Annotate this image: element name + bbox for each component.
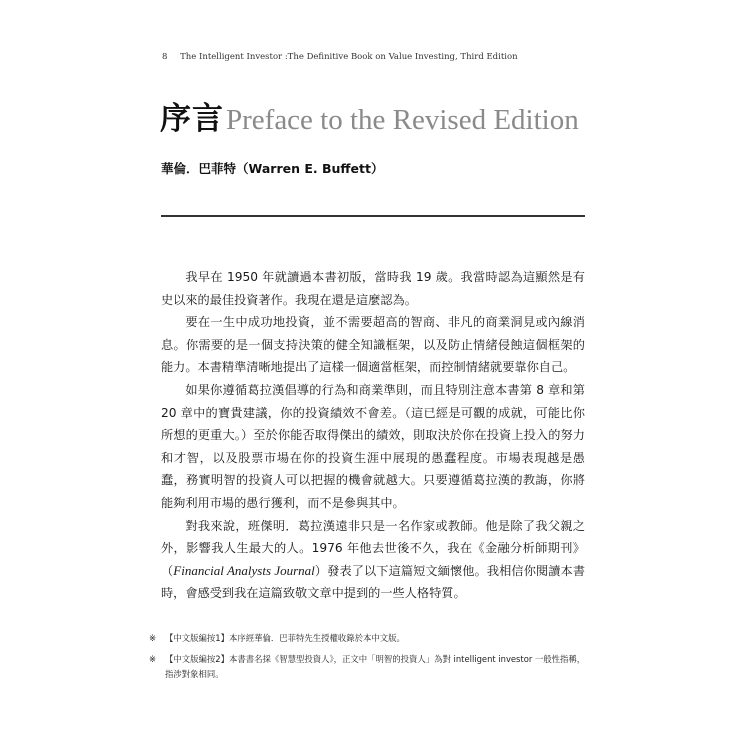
chapter-title: [160, 101, 579, 137]
body-text: [161, 266, 585, 605]
footnotes: [149, 631, 589, 688]
paragraph-4-start: 對我來說，班傑明．葛拉漢遠非只是一名作家或教師。他是除了我父親之外，影響我人生最大的人。1976 年他去世後不久，我在《金融分析師期刊》（: [161, 518, 585, 578]
footnote-text: 【中文版編按1】本序經華倫．巴菲特先生授權收錄於本中文版。: [165, 633, 405, 643]
section-divider: [161, 215, 585, 217]
footnote-1: [149, 631, 589, 646]
paragraph-4: [161, 515, 585, 605]
book-title-header: The Intelligent Investor :The Definitive Book on Value Investing, Third Edition: [180, 52, 518, 62]
page-number: 8: [162, 52, 168, 62]
paragraph-2: 要在一生中成功地投資，並不需要超高的智商、非凡的商業洞見或內線消息。你需要的是一個支持決策的健全知識框架，以及防止情緒侵蝕這個框架的能力。本書精準清晰地提出了這樣一個適當框架，而控制情緒就要靠你自己。: [161, 315, 585, 375]
footnote-2: [149, 652, 589, 682]
footnote-text: 【中文版編按2】本書書名採《智慧型投資人》，正文中「明智的投資人」為對 intelligent investor 一般性指稱，指涉對象相同。: [165, 654, 586, 679]
paragraph-4-end: ）發表了以下這篇短文緬懷他。我相信你閱讀本書時，會感受到我在這篇致敬文章中提到的一些人格特質。: [161, 563, 586, 601]
chapter-title-zh: 序言: [160, 101, 224, 137]
chapter-title-en: Preface to the Revised Edition: [226, 104, 579, 136]
paragraph-1: 我早在 1950 年就讀過本書初版，當時我 19 歲。我當時認為這顯然是有史以來的最佳投資著作。我現在還是這麼認為。: [161, 270, 585, 307]
journal-title: Financial Analysts Journal: [173, 562, 315, 578]
footnote-mark: ※: [149, 633, 157, 643]
paragraph-3: 如果你遵循葛拉漢倡導的行為和商業準則，而且特別注意本書第 8 章和第 20 章中的寶貴建議，你的投資績效不會差。（這已經是可觀的成就，可能比你所想的更重大。）至於你能否取得傑出的績效，則取決於你在投資上投入的努力和才智，以及股票市場在你的投資生涯中展現的愚蠢程度。市場表現越是愚蠢，務實明智的投資人可以把握的機會就越大。只要遵循葛拉漢的教誨，你將能夠利用市場的愚行獲利，而不是參與其中。: [161, 382, 585, 510]
running-head: [162, 52, 518, 62]
footnote-mark: ※: [149, 654, 157, 664]
author-line: 華倫．巴菲特（Warren E. Buffett）: [161, 161, 384, 176]
